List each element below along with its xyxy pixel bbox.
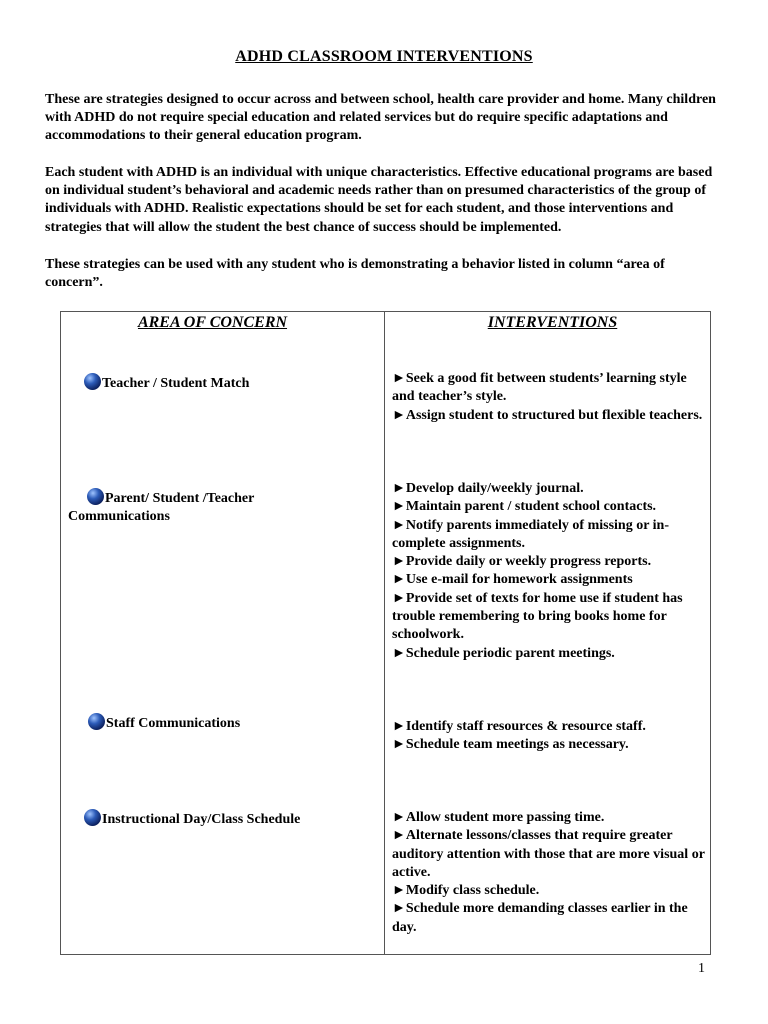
interventions-list (392, 809, 710, 937)
concern-label: Teacher / Student Match (102, 376, 250, 391)
column-header-interventions: INTERVENTIONS (487, 314, 618, 331)
intervention-item: ►Maintain parent / student school contacts. (392, 499, 657, 515)
intro-paragraph-text: These are strategies designed to occur across and between school, health care provider and home. Many children with ADHD do not require special education and related services but do require specific adaptations and accommodations to their general education program. (45, 92, 716, 144)
intro-paragraph-text: Each student with ADHD is an individual with unique characteristics. Effective educational programs are based on individual student’s behavioral and academic needs rather than on presumed characteristics of the group of individuals with ADHD. Realistic expectations should be set for each student, and those interventions and strategies that will allow the student the best chance of success should be implemented. (45, 165, 713, 235)
column-header-area-of-concern: AREA OF CONCERN (137, 314, 288, 331)
blue-sphere-bullet-icon (87, 488, 104, 505)
intervention-item: ►Assign student to structured but flexible teachers. (392, 407, 703, 423)
blue-sphere-bullet-icon (84, 373, 101, 390)
concern-item (88, 713, 240, 733)
intervention-item: ►Identify staff resources & resource staff. (392, 719, 646, 734)
concern-label-line: Communications (68, 509, 170, 524)
intro-paragraph (45, 256, 725, 292)
concern-item (84, 809, 300, 829)
intervention-item: ►Seek a good fit between students’ learning style and teacher’s style. (392, 371, 687, 405)
page-title: ADHD CLASSROOM INTERVENTIONS (235, 48, 533, 65)
intro-paragraph (45, 91, 725, 146)
intervention-item: ►Provide set of texts for home use if student has trouble remembering to bring books home for schoolwork. (392, 590, 683, 643)
intervention-item: ►Modify class schedule. (392, 883, 540, 899)
intervention-item: ►Schedule team meetings as necessary. (392, 737, 629, 753)
intervention-item: ►Allow student more passing time. (392, 810, 605, 825)
concern-item (68, 488, 368, 526)
intervention-item: ►Schedule more demanding classes earlier in the day. (392, 901, 688, 935)
page-number: 1 (698, 961, 705, 976)
interventions-list (392, 718, 710, 755)
blue-sphere-bullet-icon (88, 713, 105, 730)
concern-label: Staff Communications (106, 716, 241, 731)
interventions-list (392, 480, 710, 663)
intervention-item: ►Develop daily/weekly journal. (392, 481, 584, 496)
concern-label-line (68, 488, 368, 508)
concern-item (84, 373, 249, 393)
intro-paragraph-text: These strategies can be used with any student who is demonstrating a behavior listed in column “area of concern”. (45, 257, 665, 291)
intervention-item: ►Alternate lessons/classes that require greater auditory attention with those that are more visual or active. (392, 828, 705, 880)
intervention-item: ►Notify parents immediately of missing or in-complete assignments. (392, 517, 669, 551)
intervention-item: ►Use e-mail for homework assignments (392, 572, 633, 588)
intervention-item: ►Provide daily or weekly progress reports. (392, 554, 652, 570)
concern-label: Parent/ Student /Teacher (105, 491, 255, 506)
interventions-list (392, 370, 710, 425)
concern-label: Instructional Day/Class Schedule (102, 812, 301, 827)
blue-sphere-bullet-icon (84, 809, 101, 826)
intervention-item: ►Schedule periodic parent meetings. (392, 645, 615, 661)
intro-paragraph (45, 164, 725, 237)
table-column-divider (384, 311, 385, 955)
